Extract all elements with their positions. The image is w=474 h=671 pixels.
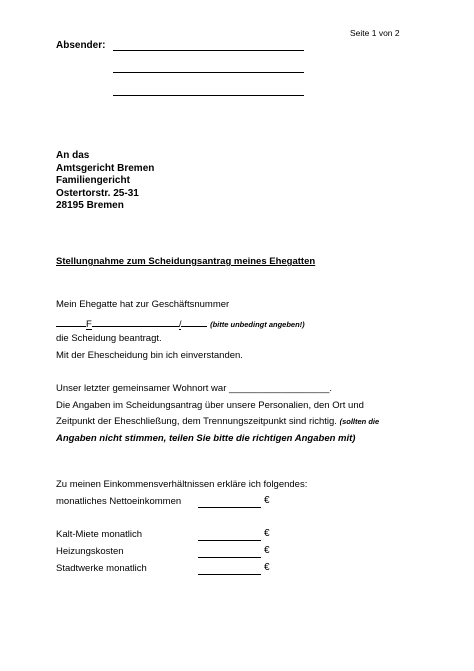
subject-heading: Stellungnahme zum Scheidungsantrag meines Ehegatten bbox=[56, 256, 316, 267]
euro-symbol: € bbox=[264, 562, 270, 573]
residence-line3-text: Zeitpunkt der Eheschließung, dem Trennungszeitpunkt sind richtig. bbox=[56, 416, 337, 427]
case-intro: Mein Ehegatte hat zur Geschäftsnummer bbox=[56, 299, 230, 310]
divorce-agreement: Mit der Ehescheidung bin ich einverstanden. bbox=[56, 350, 243, 361]
income-field-rent[interactable] bbox=[198, 540, 261, 541]
income-field-net[interactable] bbox=[198, 507, 261, 508]
income-label-rent: Kalt-Miete monatlich bbox=[56, 529, 143, 540]
page-number: Seite 1 von 2 bbox=[350, 28, 400, 38]
case-blank-3[interactable] bbox=[181, 316, 207, 327]
residence-note-b: Angaben nicht stimmen, teilen Sie bitte die richtigen Angaben mit) bbox=[56, 433, 356, 444]
recipient-line: Amtsgericht Bremen bbox=[56, 162, 155, 174]
income-label-net: monatliches Nettoeinkommen bbox=[56, 496, 182, 507]
income-intro: Zu meinen Einkommensverhältnissen erkläre ich folgendes: bbox=[56, 479, 308, 490]
case-separator: / bbox=[178, 319, 182, 330]
income-field-heating[interactable] bbox=[198, 557, 261, 558]
residence-note-a: (sollten die bbox=[339, 417, 380, 426]
income-label-heating: Heizungskosten bbox=[56, 546, 124, 557]
residence-text[interactable]: Unser letzter gemeinsamer Wohnort war ___________________. bbox=[56, 383, 333, 394]
sender-line-3[interactable] bbox=[113, 95, 304, 96]
case-blank-2[interactable] bbox=[92, 316, 179, 327]
case-prefix-text: F bbox=[86, 319, 92, 330]
case-followup: die Scheidung beantragt. bbox=[56, 333, 162, 344]
income-label-utilities: Stadtwerke monatlich bbox=[56, 563, 147, 574]
recipient-address bbox=[56, 150, 154, 213]
euro-symbol: € bbox=[264, 495, 270, 506]
recipient-line: 28195 Bremen bbox=[56, 200, 124, 211]
euro-symbol: € bbox=[264, 528, 270, 539]
residence-line2: Die Angaben im Scheidungsantrag über unsere Personalien, den Ort und bbox=[56, 400, 364, 411]
recipient-line: Ostertorstr. 25-31 bbox=[56, 187, 139, 199]
income-field-utilities[interactable] bbox=[198, 574, 261, 575]
case-note: (bitte unbedingt angeben!) bbox=[210, 320, 305, 329]
recipient-line: An das bbox=[56, 150, 90, 161]
residence-line3 bbox=[56, 416, 379, 427]
euro-symbol: € bbox=[264, 545, 270, 556]
case-blank-1[interactable] bbox=[56, 316, 86, 327]
case-number-row bbox=[56, 316, 305, 330]
sender-line-2[interactable] bbox=[113, 72, 304, 73]
sender-label: Absender: bbox=[56, 40, 106, 51]
recipient-line: Familiengericht bbox=[56, 175, 130, 186]
sender-line-1[interactable] bbox=[113, 50, 304, 51]
